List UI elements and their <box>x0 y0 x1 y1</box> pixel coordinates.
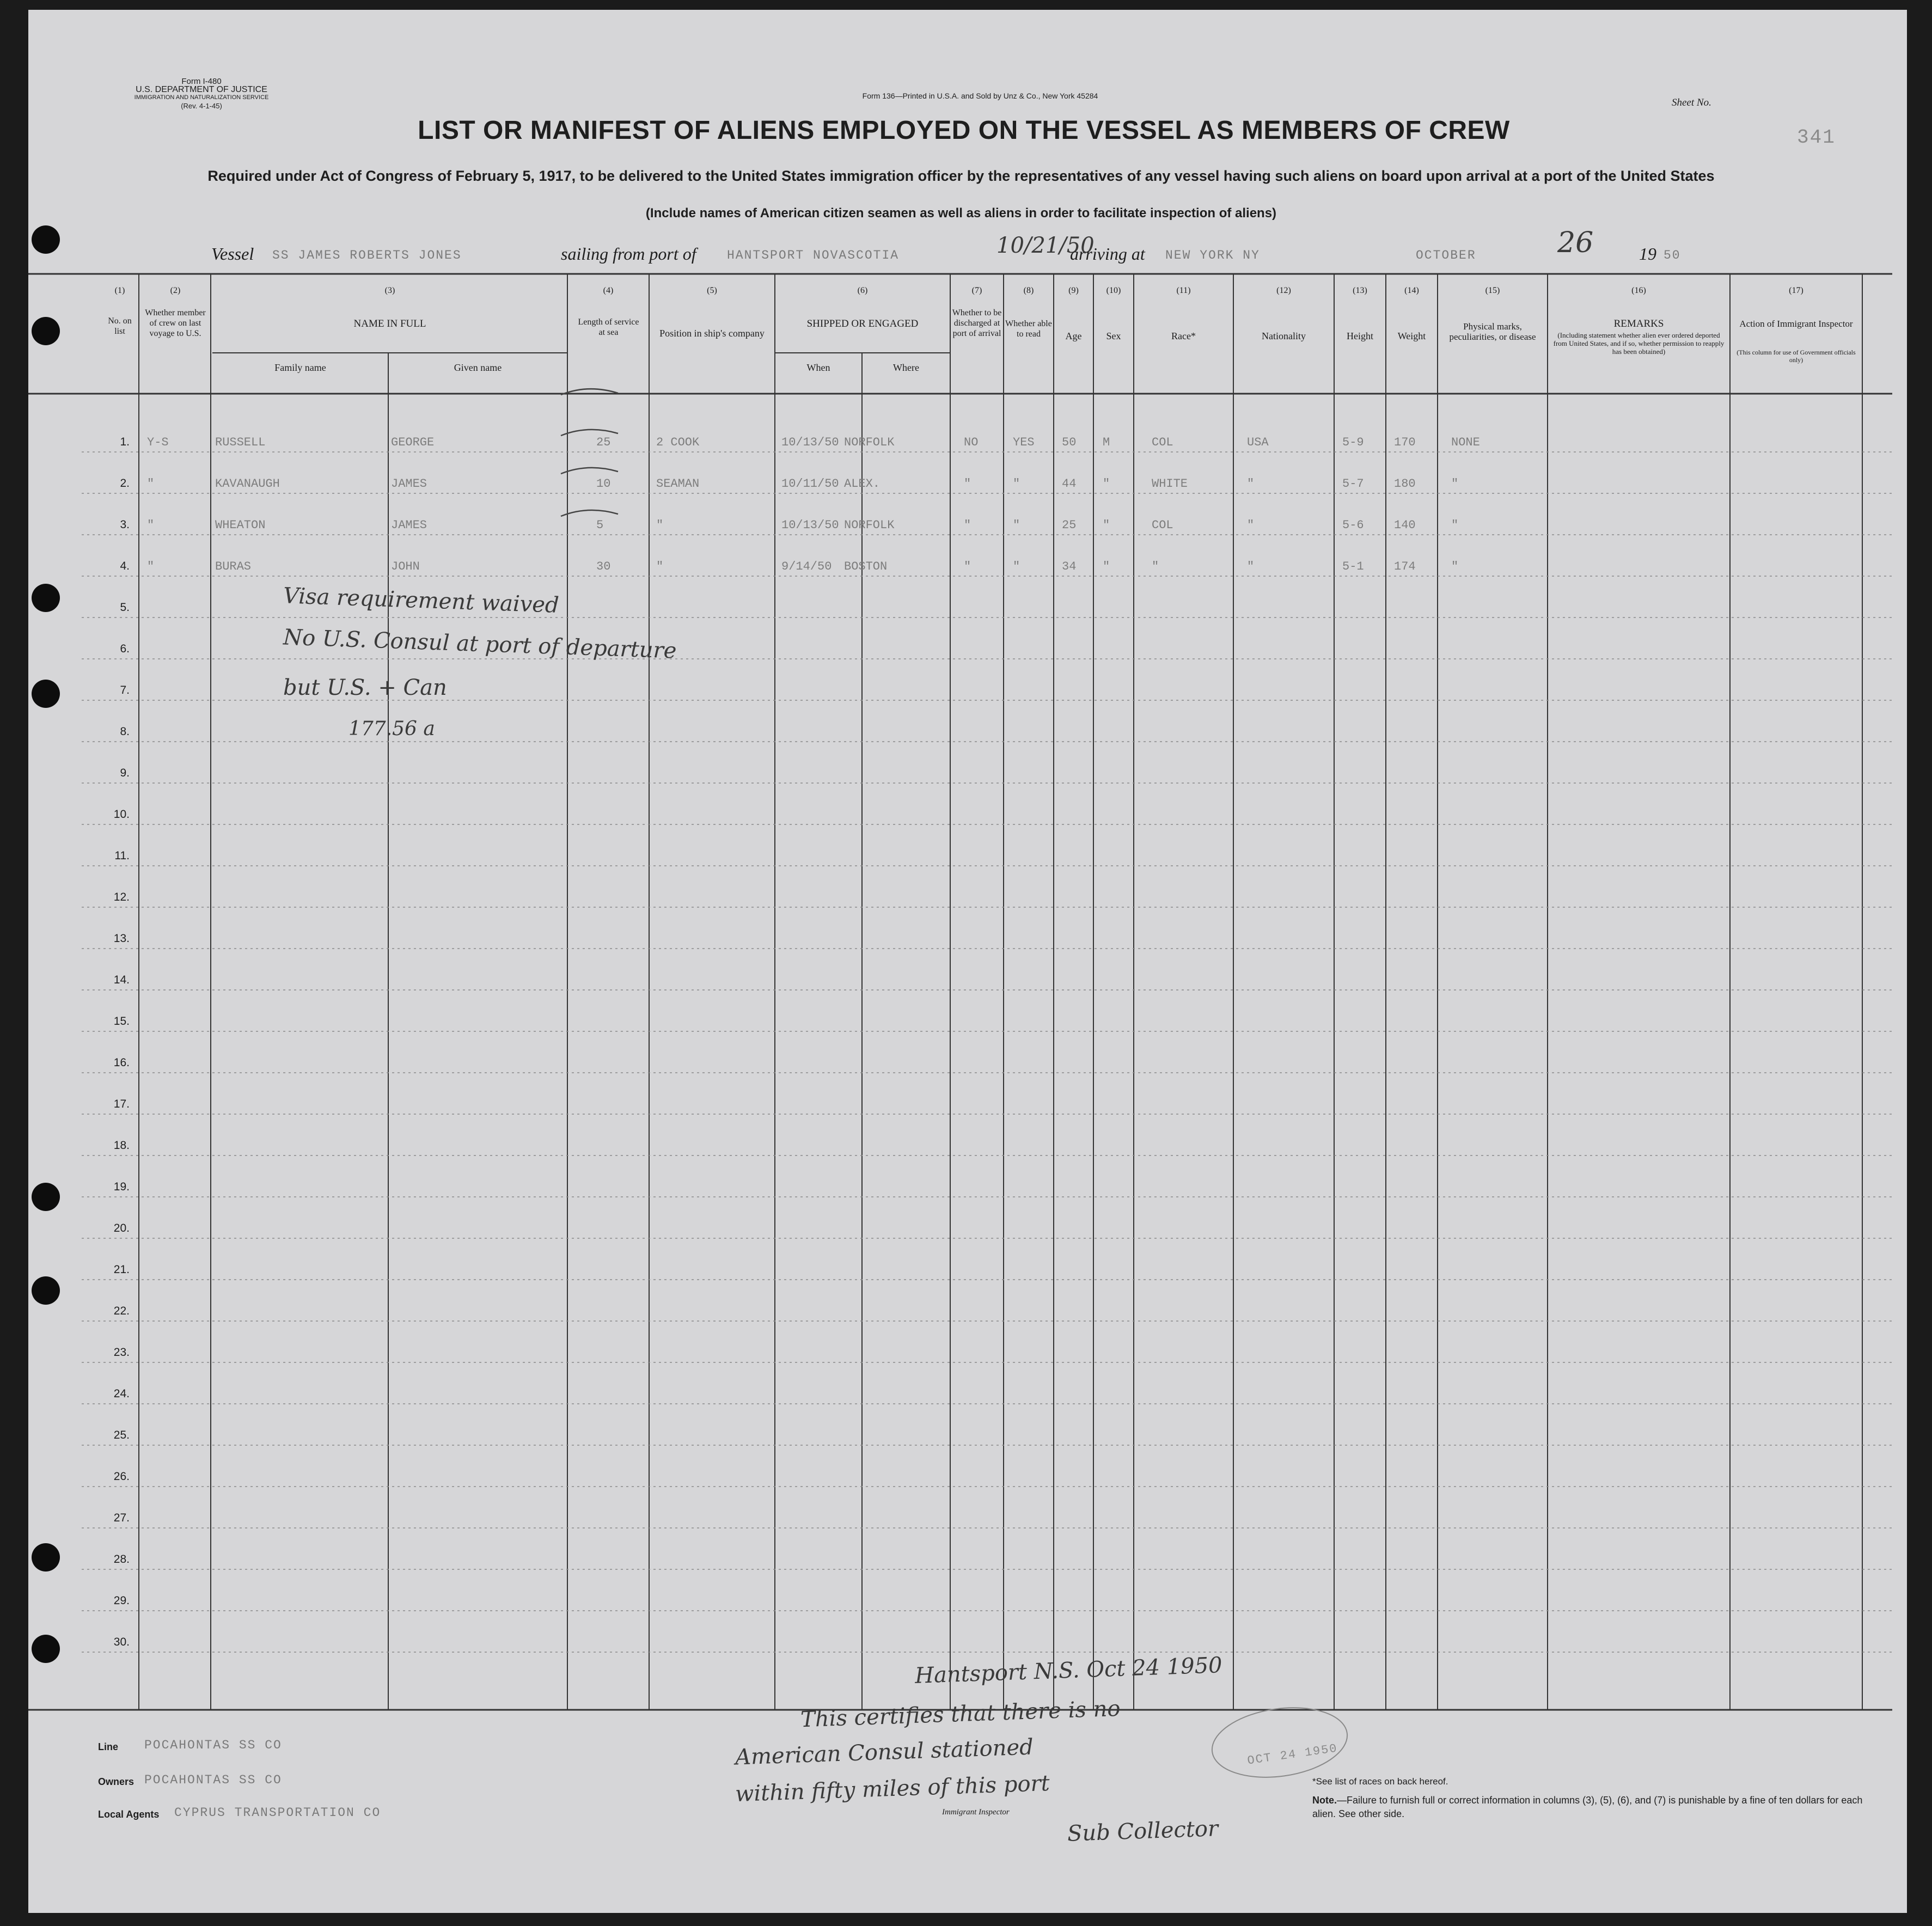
row-number: 22. <box>113 1305 130 1317</box>
certification-line-5: Sub Collector <box>1067 1816 1219 1846</box>
crew-cell-height: 5-7 <box>1342 477 1364 491</box>
crew-cell-marks: " <box>1451 477 1459 491</box>
crew-cell-member: Y-S <box>147 436 169 449</box>
col-header-physical-marks: Physical marks, peculiarities, or disease <box>1449 321 1536 342</box>
line-value: POCAHONTAS SS CO <box>144 1738 282 1752</box>
crew-cell-where: ALEX. <box>844 477 881 491</box>
col-header-name-in-full: NAME IN FULL <box>353 318 426 329</box>
crew-cell-member: " <box>147 518 155 532</box>
crew-cell-nationality: " <box>1247 560 1255 573</box>
col-header-given-name: Given name <box>454 362 502 373</box>
crew-cell-height: 5-9 <box>1342 436 1364 449</box>
col-num-7: (7) <box>971 286 982 295</box>
row-number: 1. <box>120 436 130 448</box>
crew-cell-family: RUSSELL <box>215 436 266 449</box>
local-agents-label: Local Agents <box>98 1809 160 1820</box>
races-note: *See list of races on back hereof. <box>1312 1776 1448 1787</box>
crew-cell-when: 9/14/50 <box>781 560 832 573</box>
row-number: 30. <box>113 1636 130 1648</box>
crew-cell-marks: " <box>1451 560 1459 573</box>
crew-cell-when: 10/13/50 <box>781 436 839 449</box>
crew-cell-marks: NONE <box>1451 436 1480 449</box>
page-subtitle: Required under Act of Congress of February 5, 1917, to be delivered to the United States immigration officer by the representatives of any vessel having such aliens on board upon arrival at a port of the United States <box>207 168 1715 184</box>
col-header-crew-last-voyage: Whether member of crew on last voyage to U.S. <box>145 308 206 338</box>
crew-cell-weight: 180 <box>1394 477 1416 491</box>
row-number: 5. <box>120 601 130 614</box>
col-num-14: (14) <box>1404 286 1419 295</box>
crew-cell-length: 10 <box>596 477 611 491</box>
handwritten-note-line-3: but U.S. + Can <box>283 675 447 700</box>
col-header-when: When <box>806 362 830 373</box>
row-number: 24. <box>113 1387 130 1400</box>
certification-line-2: This certifies that there is no <box>800 1696 1121 1733</box>
crew-cell-position: SEAMAN <box>656 477 700 491</box>
col-header-position: Position in ship's company <box>659 328 765 339</box>
owners-label: Owners <box>98 1776 134 1787</box>
crew-cell-position: 2 COOK <box>656 436 700 449</box>
crew-cell-marks: " <box>1451 518 1459 532</box>
crew-cell-given: JAMES <box>391 518 427 532</box>
row-number: 21. <box>113 1263 130 1276</box>
crew-cell-nationality: USA <box>1247 436 1269 449</box>
crew-cell-discharged: NO <box>964 436 979 449</box>
col-num-5: (5) <box>707 286 717 295</box>
crew-cell-weight: 174 <box>1394 560 1416 573</box>
col-num-4: (4) <box>603 286 614 295</box>
col-header-no-on-list: No. on list <box>108 316 132 336</box>
sailing-label: sailing from port of <box>561 244 696 264</box>
crew-cell-when: 10/11/50 <box>781 477 839 491</box>
vessel-name: SS JAMES ROBERTS JONES <box>272 248 462 262</box>
col-num-8: (8) <box>1023 286 1034 295</box>
handwritten-note-line-1: Visa requirement waived <box>283 583 560 618</box>
crew-cell-race: " <box>1152 560 1159 573</box>
page-title: LIST OR MANIFEST OF ALIENS EMPLOYED ON THE VESSEL AS MEMBERS OF CREW <box>418 116 1510 145</box>
crew-cell-read: " <box>1013 518 1020 532</box>
row-number: 16. <box>113 1056 130 1069</box>
form-number: Form I-480 <box>181 77 222 86</box>
arriving-label: arriving at <box>1070 244 1145 264</box>
crew-cell-length: 30 <box>596 560 611 573</box>
crew-cell-position: " <box>656 518 664 532</box>
col-header-sex: Sex <box>1106 331 1121 341</box>
row-number: 10. <box>113 808 130 821</box>
col-num-16: (16) <box>1631 286 1646 295</box>
crew-cell-family: BURAS <box>215 560 252 573</box>
local-agents-value: CYPRUS TRANSPORTATION CO <box>174 1806 381 1820</box>
col-header-remarks-note: (Including statement whether alien ever ordered deported from United States, and if so, whether permission to reapply has been obtained) <box>1553 331 1725 356</box>
crew-cell-position: " <box>656 560 664 573</box>
crew-cell-height: 5-6 <box>1342 518 1364 532</box>
crew-cell-family: KAVANAUGH <box>215 477 280 491</box>
col-header-height: Height <box>1347 331 1373 341</box>
printer-line: Form 136—Printed in U.S.A. and Sold by Unz & Co., New York 45284 <box>862 91 1098 100</box>
arrival-year: 50 <box>1664 248 1681 262</box>
col-num-6: (6) <box>857 286 868 295</box>
service-name: IMMIGRATION AND NATURALIZATION SERVICE <box>134 94 269 101</box>
crew-cell-discharged: " <box>964 518 971 532</box>
col-header-where: Where <box>893 362 919 373</box>
subtitle-note: (Include names of American citizen seamen as well as aliens in order to facilitate inspection of aliens) <box>645 206 1277 221</box>
col-header-length-of-service: Length of service at sea <box>578 317 639 337</box>
crew-cell-member: " <box>147 477 155 491</box>
revision-date: (Rev. 4-1-45) <box>181 102 222 110</box>
col-num-11: (11) <box>1176 286 1191 295</box>
col-header-inspector-action: Action of Immigrant Inspector <box>1739 319 1853 329</box>
col-num-10: (10) <box>1106 286 1121 295</box>
crew-cell-age: 50 <box>1062 436 1077 449</box>
date-stamp: OCT 24 1950 <box>1246 1741 1339 1768</box>
row-number: 2. <box>120 477 130 490</box>
arrival-day-handwritten: 26 <box>1557 227 1594 259</box>
page-number: 341 <box>1797 126 1836 149</box>
row-number: 6. <box>120 643 130 655</box>
sailing-port: HANTSPORT NOVASCOTIA <box>727 248 900 262</box>
crew-cell-discharged: " <box>964 477 971 491</box>
col-header-age: Age <box>1065 331 1082 341</box>
crew-cell-sex: M <box>1103 436 1110 449</box>
row-number: 29. <box>113 1594 130 1607</box>
line-label: Line <box>98 1741 119 1752</box>
crew-cell-family: WHEATON <box>215 518 266 532</box>
row-number: 27. <box>113 1512 130 1524</box>
col-num-13: (13) <box>1353 286 1367 295</box>
row-number: 26. <box>113 1470 130 1483</box>
crew-cell-nationality: " <box>1247 477 1255 491</box>
row-number: 13. <box>113 932 130 945</box>
crew-cell-age: 34 <box>1062 560 1077 573</box>
penalty-note-text: —Failure to furnish full or correct information in columns (3), (5), (6), and (7) is punishable by a fine of ten dollars for each alien. See other side. <box>1312 1795 1863 1819</box>
sheet-number-label: Sheet No. <box>1672 97 1711 108</box>
crew-cell-sex: " <box>1103 518 1110 532</box>
crew-cell-weight: 140 <box>1394 518 1416 532</box>
col-header-race: Race* <box>1171 331 1196 341</box>
certification-line-1: Hantsport N.S. Oct 24 1950 <box>914 1653 1223 1689</box>
crew-cell-where: BOSTON <box>844 560 888 573</box>
row-number: 18. <box>113 1139 130 1152</box>
handwritten-note-line-2: No U.S. Consul at port of departure <box>283 625 677 664</box>
crew-cell-height: 5-1 <box>1342 560 1364 573</box>
row-number: 12. <box>113 891 130 903</box>
row-number: 7. <box>120 684 130 696</box>
row-number: 3. <box>120 518 130 531</box>
sailing-date-handwritten: 10/21/50 <box>996 233 1095 258</box>
col-header-discharged: Whether to be discharged at port of arrival <box>952 308 1002 338</box>
col-num-15: (15) <box>1485 286 1500 295</box>
crew-cell-sex: " <box>1103 560 1110 573</box>
crew-cell-length: 5 <box>596 518 604 532</box>
crew-cell-age: 44 <box>1062 477 1077 491</box>
col-header-able-to-read: Whether able to read <box>1005 319 1052 339</box>
row-number: 25. <box>113 1429 130 1441</box>
crew-cell-where: NORFOLK <box>844 436 895 449</box>
crew-cell-sex: " <box>1103 477 1110 491</box>
row-number: 17. <box>113 1098 130 1110</box>
year-label: 19 <box>1639 244 1656 264</box>
col-header-shipped-engaged: SHIPPED OR ENGAGED <box>806 318 919 329</box>
handwritten-note-line-4: 177.56 a <box>349 718 435 740</box>
row-number: 20. <box>113 1222 130 1234</box>
col-num-9: (9) <box>1068 286 1079 295</box>
row-number: 14. <box>113 974 130 986</box>
row-number: 4. <box>120 560 130 572</box>
row-number: 28. <box>113 1553 130 1566</box>
crew-cell-given: JOHN <box>391 560 420 573</box>
owners-value: POCAHONTAS SS CO <box>144 1773 282 1787</box>
row-number: 11. <box>114 849 130 862</box>
col-header-nationality: Nationality <box>1262 331 1306 341</box>
penalty-note <box>1312 1794 1868 1821</box>
col-header-weight: Weight <box>1397 331 1426 341</box>
crew-cell-race: WHITE <box>1152 477 1188 491</box>
crew-cell-given: JAMES <box>391 477 427 491</box>
row-number: 8. <box>120 725 130 738</box>
crew-cell-read: " <box>1013 560 1020 573</box>
crew-cell-given: GEORGE <box>391 436 435 449</box>
crew-cell-race: COL <box>1152 436 1173 449</box>
crew-cell-where: NORFOLK <box>844 518 895 532</box>
crew-cell-read: " <box>1013 477 1020 491</box>
col-num-3: (3) <box>384 286 395 295</box>
certification-line-4: within fifty miles of this port <box>735 1770 1050 1807</box>
crew-cell-when: 10/13/50 <box>781 518 839 532</box>
col-header-inspector-note: (This column for use of Government officials only) <box>1737 348 1856 364</box>
row-number: 23. <box>113 1346 130 1359</box>
col-header-family-name: Family name <box>274 362 326 373</box>
col-header-remarks: REMARKS <box>1613 318 1664 329</box>
col-num-17: (17) <box>1789 286 1803 295</box>
crew-cell-member: " <box>147 560 155 573</box>
row-number: 9. <box>120 767 130 779</box>
crew-cell-weight: 170 <box>1394 436 1416 449</box>
col-num-1: (1) <box>114 286 125 295</box>
vessel-label: Vessel <box>211 244 254 264</box>
inspector-label: Immigrant Inspector <box>942 1808 1010 1817</box>
col-num-2: (2) <box>170 286 181 295</box>
crew-cell-nationality: " <box>1247 518 1255 532</box>
crew-cell-age: 25 <box>1062 518 1077 532</box>
crew-cell-race: COL <box>1152 518 1173 532</box>
col-num-12: (12) <box>1276 286 1291 295</box>
crew-cell-read: YES <box>1013 436 1035 449</box>
arriving-port: NEW YORK NY <box>1165 248 1260 262</box>
row-number: 19. <box>113 1181 130 1193</box>
department-name: U.S. DEPARTMENT OF JUSTICE <box>136 85 267 94</box>
arrival-month: OCTOBER <box>1416 248 1476 262</box>
row-number: 15. <box>113 1015 130 1028</box>
crew-cell-discharged: " <box>964 560 971 573</box>
crew-cell-length: 25 <box>596 436 611 449</box>
certification-line-3: American Consul stationed <box>735 1734 1034 1770</box>
penalty-note-label: Note. <box>1312 1795 1337 1806</box>
